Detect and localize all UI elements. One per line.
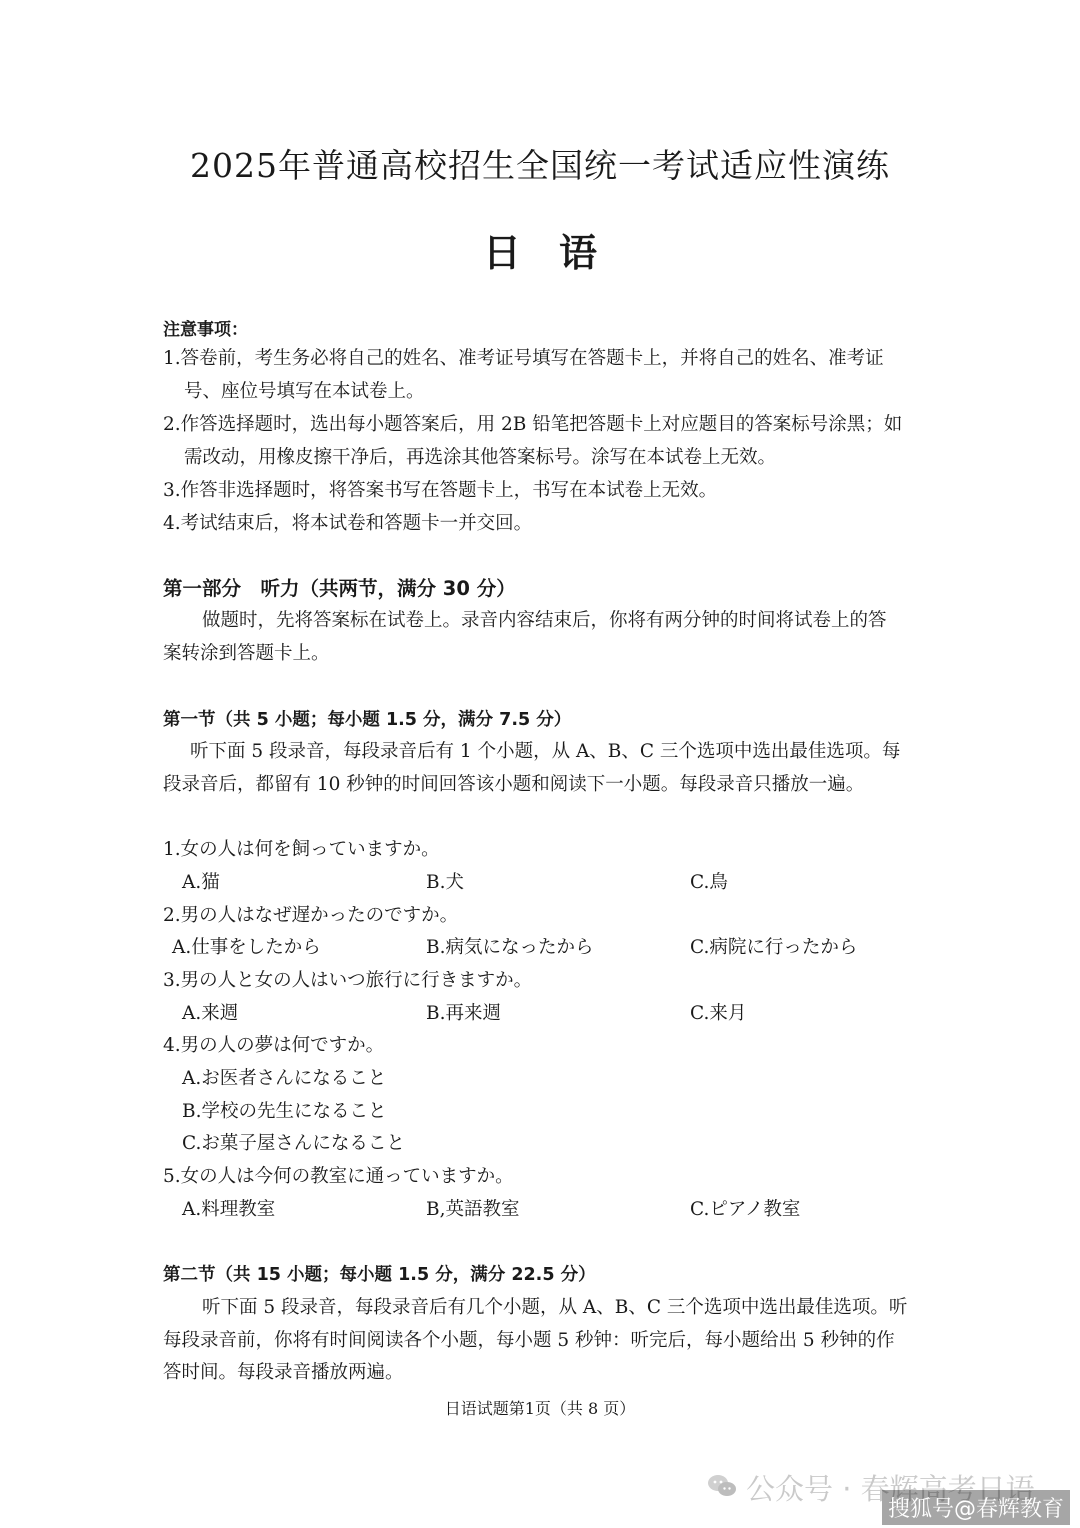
- wechat-watermark: 公众号 · 春辉高考日语: [746, 1472, 1035, 1506]
- section2-instruction-line3: 答时间。每段录音播放两遍。: [163, 1362, 404, 1383]
- notice-item-2-line2: 需改动，用橡皮擦干净后，再选涂其他答案标号。涂写在本试卷上无效。: [184, 447, 777, 468]
- question-2-option-c: C.病院に行ったから: [690, 937, 858, 958]
- question-2: 2.男の人はなぜ遅かったのですか。: [163, 905, 459, 926]
- exam-title: 2025年普通高校招生全国统一考试适应性演练: [190, 146, 890, 185]
- part1-instruction-line1: 做题时，先将答案标在试卷上。录音内容结束后，你将有两分钟的时间将试卷上的答: [202, 610, 887, 631]
- question-1: 1.女の人は何を飼っていますか。: [163, 839, 440, 860]
- notice-item-1-line1: 1.答卷前，考生务必将自己的姓名、准考证号填写在答题卡上，并将自己的姓名、准考证: [163, 348, 884, 369]
- section2-instruction-line1: 听下面 5 段录音，每段录音后有几个小题，从 A、B、C 三个选项中选出最佳选项。听: [202, 1297, 908, 1318]
- question-4-option-b: B.学校の先生になること: [182, 1101, 387, 1122]
- notice-heading: 注意事项：: [163, 320, 248, 340]
- question-4-option-a: A.お医者さんになること: [182, 1068, 387, 1089]
- part1-heading: 第一部分 听力（共两节，满分 30 分）: [163, 577, 516, 600]
- part1-instruction-line2: 案转涂到答题卡上。: [163, 643, 330, 664]
- question-2-option-a: A.仕事をしたから: [172, 937, 321, 958]
- question-3: 3.男の人と女の人はいつ旅行に行きますか。: [163, 970, 533, 991]
- question-1-option-c: C.鳥: [690, 872, 728, 893]
- question-5-option-c: C.ピアノ教室: [690, 1199, 801, 1220]
- question-5-option-a: A.料理教室: [182, 1199, 276, 1220]
- question-3-option-a: A.来週: [182, 1003, 239, 1024]
- notice-item-2-line1: 2.作答选择题时，选出每小题答案后，用 2B 铅笔把答题卡上对应题目的答案标号涂黑；如: [163, 414, 903, 435]
- question-4: 4.男の人の夢は何ですか。: [163, 1035, 385, 1056]
- question-3-option-c: C.来月: [690, 1003, 747, 1024]
- question-4-option-c: C.お菓子屋さんになること: [182, 1133, 405, 1154]
- notice-item-3: 3.作答非选择题时，将答案书写在答题卡上，书写在本试卷上无效。: [163, 480, 718, 501]
- sohu-watermark: 搜狐号@春辉教育: [882, 1490, 1070, 1525]
- question-1-option-b: B.犬: [426, 872, 464, 893]
- page-footer: 日语试题第1页（共 8 页）: [444, 1399, 636, 1418]
- section2-heading: 第二节（共 15 小题；每小题 1.5 分，满分 22.5 分）: [163, 1265, 596, 1285]
- subject-title: 日 语: [482, 231, 597, 275]
- question-2-option-b: B.病気になったから: [426, 937, 594, 958]
- question-5: 5.女の人は今何の教室に通っていますか。: [163, 1166, 514, 1187]
- notice-item-1-line2: 号、座位号填写在本试卷上。: [184, 381, 425, 402]
- wechat-logo-icon: [706, 1470, 738, 1502]
- question-5-option-b: B,英語教室: [426, 1199, 520, 1220]
- section1-instruction-line1: 听下面 5 段录音，每段录音后有 1 个小题，从 A、B、C 三个选项中选出最佳选项。每: [190, 741, 901, 762]
- question-3-option-b: B.再来週: [426, 1003, 501, 1024]
- section1-instruction-line2: 段录音后，都留有 10 秒钟的时间回答该小题和阅读下一小题。每段录音只播放一遍。: [163, 774, 865, 795]
- notice-item-4: 4.考试结束后，将本试卷和答题卡一并交回。: [163, 513, 533, 534]
- section1-heading: 第一节（共 5 小题；每小题 1.5 分，满分 7.5 分）: [163, 710, 572, 730]
- section2-instruction-line2: 每段录音前，你将有时间阅读各个小题，每小题 5 秒钟：听完后，每小题给出 5 秒钟的作: [163, 1330, 895, 1351]
- question-1-option-a: A.猫: [182, 872, 220, 893]
